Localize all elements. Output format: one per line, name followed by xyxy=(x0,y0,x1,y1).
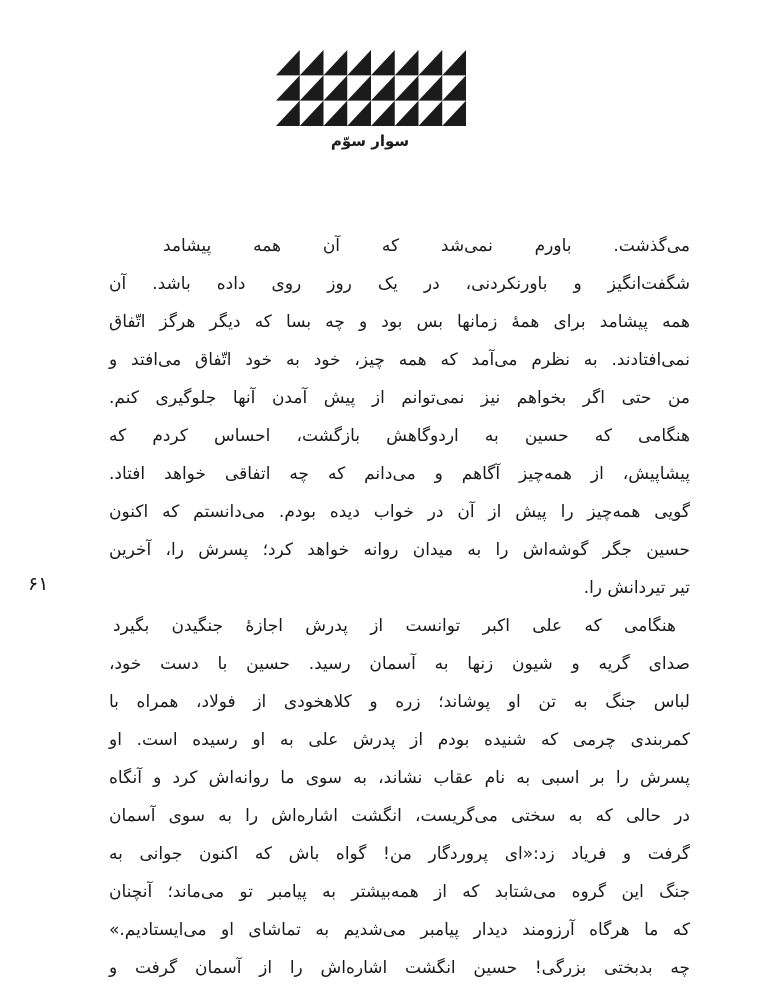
text-line: پسرش را بر اسبی به نام عقاب نشاند، به سوی ما روانه‌اش کرد و آنگاه xyxy=(109,768,690,788)
text-line: من حتی اگر بخواهم نیز نمی‌توانم از پیش آمدن آنها جلوگیری کنم. xyxy=(109,388,690,408)
text-line: جنگ این گروه می‌شتابد که از همه‌بیشتر به پیامبر تو می‌ماند؛ آنچنان xyxy=(109,882,690,902)
ornament-triangle xyxy=(300,50,324,75)
text-line: چه بدبختی بزرگی! حسین انگشت اشاره‌اش را از آسمان گرفت و xyxy=(109,958,690,978)
ornament-triangle xyxy=(347,50,371,75)
ornament-triangle xyxy=(324,50,348,75)
text-line: همه پیشامد برای همهٔ زمانها بس بود و چه بسا که دیگر هرگز اتّفاق xyxy=(109,312,690,332)
text-line: می‌گذشت. باورم نمی‌شد که آن همه پیشامد xyxy=(163,236,690,256)
text-line: که ما هرگاه آرزومند دیدار پیامبر می‌شدیم به تماشای او می‌ایستادیم.» xyxy=(109,920,690,940)
ornament-triangle xyxy=(347,101,371,126)
ornament-triangle xyxy=(276,101,300,126)
text-line: حسین جگر گوشه‌اش را به میدان روانه خواهد کرد؛ پسرش را، آخرین xyxy=(109,540,690,560)
ornament-triangle xyxy=(442,75,466,100)
text-line: گرفت و فریاد زد:«ای پروردگار من! گواه باش که اکنون جوانی به xyxy=(109,844,690,864)
chapter-title: سوار سوّم xyxy=(330,132,410,150)
ornament-triangle xyxy=(347,75,371,100)
ornament-triangle xyxy=(395,101,419,126)
ornament-triangle xyxy=(371,50,395,75)
ornament-triangle xyxy=(419,50,443,75)
text-line: هنگامی که حسین به اردوگاهش بازگشت، احساس کردم که xyxy=(109,426,690,446)
page-number: ۶۱ xyxy=(28,573,49,595)
ornament-triangle xyxy=(276,75,300,100)
text-line: لباس جنگ به تن او پوشاند؛ زره و کلاهخودی از فولاد، همراه با xyxy=(109,692,690,712)
ornament-triangle xyxy=(371,75,395,100)
ornament-triangle xyxy=(276,50,300,75)
text-line: صدای گریه و شیون زنها به آسمان رسید. حسین با دست خود، xyxy=(109,654,690,674)
ornament-triangle xyxy=(300,101,324,126)
text-line: نمی‌افتادند. به نظرم می‌آمد که همه چیز، خود به خود اتّفاق می‌افتد و xyxy=(109,350,690,370)
text-line: شگفت‌انگیز و باورنکردنی، در یک روز روی داده باشد. آن xyxy=(109,274,690,294)
text-line: کمربندی چرمی که شنیده بودم از پدرش علی به او رسیده است. او xyxy=(109,730,690,750)
ornament-triangle xyxy=(419,101,443,126)
text-line: تیر تیردانش را. xyxy=(583,578,690,598)
ornament-triangle xyxy=(419,75,443,100)
ornament-triangle xyxy=(324,75,348,100)
text-line: هنگامی که علی اکبر توانست از پدرش اجازهٔ جنگیدن بگیرد xyxy=(113,616,676,636)
ornament-triangle xyxy=(300,75,324,100)
ornament-triangle xyxy=(395,50,419,75)
ornament-triangle xyxy=(442,101,466,126)
text-line: گویی همه‌چیز را پیش از آن در خواب دیده بودم. می‌دانستم که اکنون xyxy=(109,502,690,522)
ornament-triangle xyxy=(371,101,395,126)
text-line: پیشاپیش، از همه‌چیز آگاهم و می‌دانم که چه اتفاقی خواهد افتاد. xyxy=(109,464,690,484)
triangle-ornament-icon xyxy=(276,50,466,126)
ornament-triangle xyxy=(324,101,348,126)
ornament-triangle xyxy=(442,50,466,75)
text-line: در حالی که به سختی می‌گریست، انگشت اشاره‌اش را به سوی آسمان xyxy=(109,806,690,826)
ornament-triangle xyxy=(395,75,419,100)
